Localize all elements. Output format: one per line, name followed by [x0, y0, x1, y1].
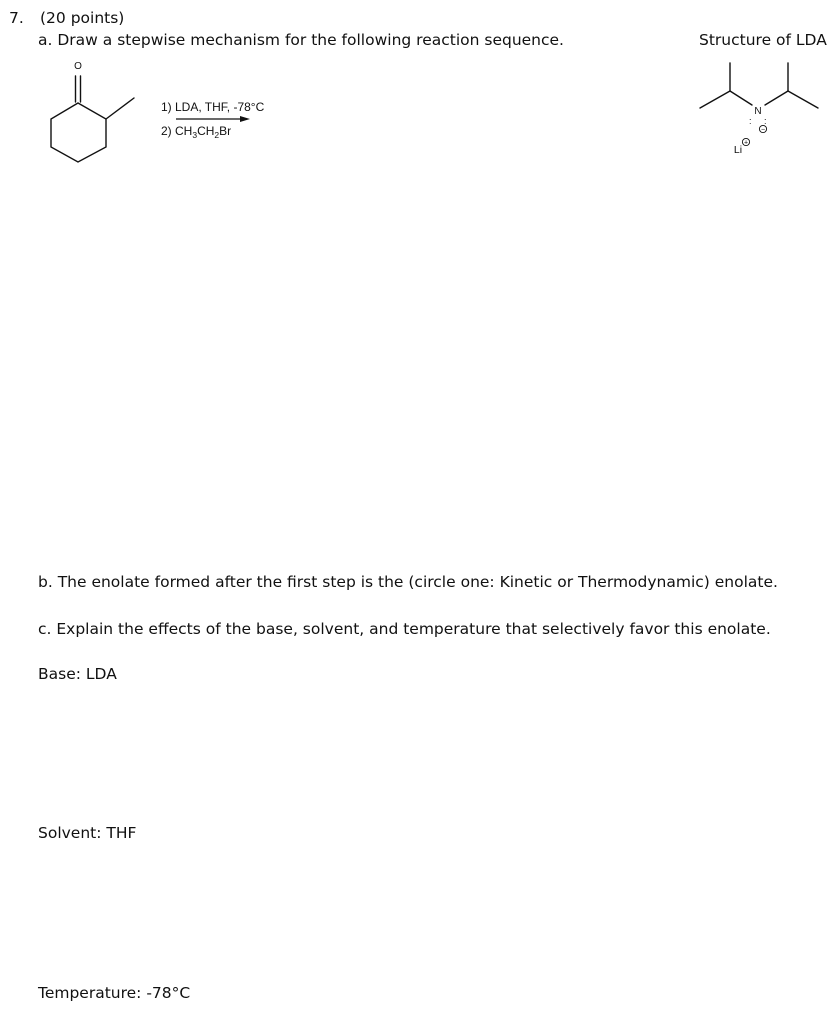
lda-lone-pair-right: : — [764, 116, 767, 126]
lda-lithium-label: Li — [733, 144, 743, 156]
svg-text:+: + — [743, 139, 749, 147]
lda-nitrogen-label: N — [754, 106, 762, 117]
solvent-answer-label: Solvent: THF — [38, 824, 137, 842]
reaction-arrow — [176, 116, 250, 122]
question-number: 7. — [9, 9, 24, 27]
reaction-scheme — [0, 0, 828, 220]
base-answer-label: Base: LDA — [38, 665, 117, 683]
part-c-prompt: c. Explain the effects of the base, solvent, and temperature that selectively favor this enolate. — [38, 620, 771, 638]
negative-charge-icon — [759, 125, 766, 133]
svg-text:−: − — [760, 126, 766, 134]
ketone-structure — [51, 76, 134, 162]
positive-charge-icon — [742, 138, 749, 146]
cyclohexane-ring — [51, 103, 106, 162]
methyl-bond — [106, 98, 134, 119]
lda-structure-heading: Structure of LDA — [699, 31, 827, 49]
lda-lone-pair-left: : — [749, 116, 752, 126]
reaction-condition-1: 1) LDA, THF, -78°C — [161, 100, 265, 114]
part-a-prompt: a. Draw a stepwise mechanism for the following reaction sequence. — [38, 31, 564, 49]
question-points: (20 points) — [40, 9, 125, 27]
lda-skeleton — [700, 63, 818, 108]
carbonyl-oxygen-label: O — [74, 61, 82, 72]
part-b-prompt: b. The enolate formed after the first step is the (circle one: Kinetic or Thermodynamic) enolate. — [38, 573, 778, 591]
reaction-condition-2: 2) $CH_3CH_2Br$ — [161, 124, 232, 140]
temperature-answer-label: Temperature: -78°C — [38, 984, 191, 1002]
